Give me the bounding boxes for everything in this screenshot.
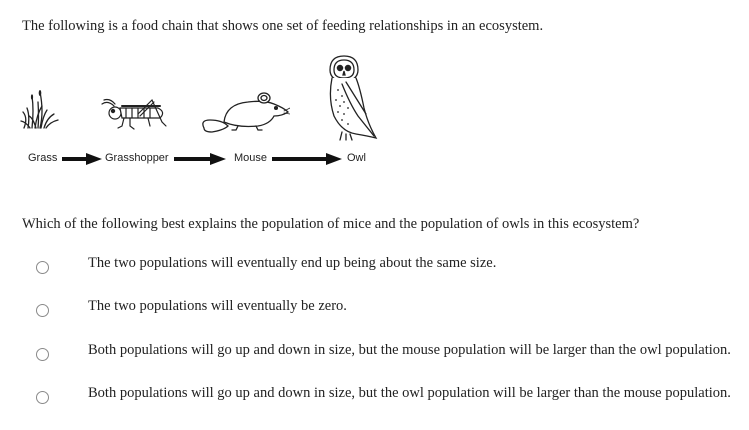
arrow-right-icon — [62, 153, 102, 165]
answer-option-2[interactable] — [0, 296, 749, 322]
organism-label-mouse: Mouse — [234, 152, 268, 164]
option-label[interactable]: Both populations will go up and down in size, but the mouse population will be larger than the owl population. — [88, 342, 731, 358]
food-chain-diagram — [0, 50, 749, 175]
radio-button[interactable] — [36, 261, 49, 274]
arrow-right-icon — [174, 153, 226, 165]
intro-text: The following is a food chain that shows one set of feeding relationships in an ecosystem. — [22, 18, 544, 34]
answer-option-1[interactable] — [0, 253, 749, 279]
grasshopper-icon — [100, 96, 168, 132]
radio-button[interactable] — [36, 304, 49, 317]
answer-option-4[interactable] — [0, 383, 749, 409]
organism-label-grass: Grass — [28, 152, 58, 164]
grass-icon — [20, 88, 62, 130]
arrow-right-icon — [272, 153, 342, 165]
owl-icon — [322, 54, 380, 144]
organism-label-grasshopper: Grasshopper — [105, 152, 169, 164]
option-label[interactable]: The two populations will eventually be zero. — [88, 298, 347, 314]
option-label[interactable]: The two populations will eventually end up being about the same size. — [88, 255, 497, 271]
mouse-icon — [198, 90, 290, 134]
question-text: Which of the following best explains the population of mice and the population of owls in this ecosystem? — [22, 216, 640, 232]
answer-option-3[interactable] — [0, 340, 749, 366]
option-label[interactable]: Both populations will go up and down in size, but the owl population will be larger than the mouse population. — [88, 385, 731, 401]
radio-button[interactable] — [36, 391, 49, 404]
organism-label-owl: Owl — [347, 152, 366, 164]
radio-button[interactable] — [36, 348, 49, 361]
